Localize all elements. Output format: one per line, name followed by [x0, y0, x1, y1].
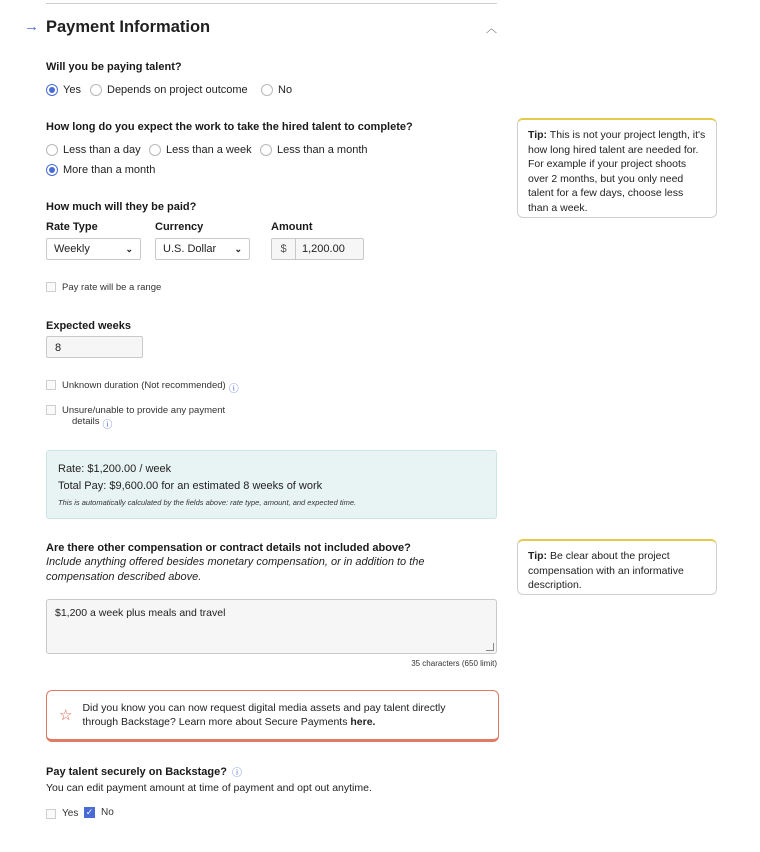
currency-label: Currency [155, 221, 204, 233]
duration-more-option[interactable] [46, 164, 155, 176]
paying-question: Will you be paying talent? [46, 61, 182, 73]
summary-total: Total Pay: $9,600.00 for an estimated 8 weeks of work [58, 480, 323, 492]
currency-value: U.S. Dollar [163, 243, 217, 255]
secure-subtext: You can edit payment amount at time of payment and opt out anytime. [46, 782, 372, 794]
secure-question: Pay talent securely on Backstage? [46, 765, 227, 778]
paying-yes-label: Yes [63, 84, 81, 96]
rate-type-label: Rate Type [46, 221, 98, 233]
other-comp-question: Are there other compensation or contract details not included above? [46, 542, 411, 554]
section-title: Payment Information [46, 18, 211, 36]
radio-depends[interactable] [90, 84, 102, 96]
duration-question: How long do you expect the work to take the hired talent to complete? [46, 121, 413, 133]
chevron-down-icon: ⌄ [125, 243, 133, 254]
paying-depends-label: Depends on project outcome [107, 84, 248, 96]
secure-yes-label: Yes [62, 808, 79, 819]
range-label: Pay rate will be a range [62, 282, 162, 293]
secure-yes-option[interactable] [46, 808, 78, 819]
tip-label: Tip: [528, 129, 548, 141]
char-count: 35 characters (650 limit) [411, 659, 497, 668]
unsure-checkbox[interactable] [46, 405, 56, 415]
section-divider [46, 3, 497, 4]
star-icon: ☆ [59, 707, 73, 724]
tip-text: This is not your project length, it's how long hired talent are needed for. For example if your project shoots over 2 months, but you only need talent for a few days, choose less than a week. [528, 129, 706, 214]
duration-tip [517, 118, 717, 218]
tip-text: Be clear about the project compensation with an informative description. [528, 550, 684, 591]
amount-label: Amount [271, 221, 313, 233]
comp-tip [517, 539, 717, 595]
weeks-input[interactable]: 8 [46, 336, 143, 358]
unsure-payment-checkbox[interactable] [46, 405, 225, 431]
secure-no-label: No [101, 807, 114, 818]
pay-summary [46, 450, 497, 519]
duration-month-label: Less than a month [277, 144, 368, 156]
duration-day-option[interactable] [46, 144, 141, 156]
promo-text: Did you know you can now request digital media assets and pay talent directly through Backstage? Learn more about Secure Payments [82, 702, 446, 728]
amount-input[interactable] [271, 238, 364, 260]
unknown-checkbox[interactable] [46, 380, 56, 390]
secure-no-checkbox[interactable]: ✓ [85, 807, 94, 817]
resize-handle[interactable] [486, 643, 494, 651]
info-icon[interactable]: ⓘ [102, 420, 113, 431]
radio-no[interactable] [261, 84, 273, 96]
radio-month[interactable] [260, 144, 272, 156]
duration-week-option[interactable] [149, 144, 252, 156]
summary-note: This is automatically calculated by the fields above: rate type, amount, and expected time. [58, 498, 357, 507]
radio-day[interactable] [46, 144, 58, 156]
secure-question-row [46, 764, 242, 779]
duration-month-option[interactable] [260, 144, 368, 156]
radio-week[interactable] [149, 144, 161, 156]
info-icon[interactable]: ⓘ [228, 384, 239, 395]
currency-symbol: $ [272, 239, 296, 259]
arrow-right-icon: → [24, 18, 39, 35]
unsure-label-1: Unsure/unable to provide any payment [62, 405, 226, 416]
amount-value: 1,200.00 [302, 243, 345, 255]
duration-week-label: Less than a week [166, 144, 252, 156]
paying-yes-option[interactable] [46, 84, 81, 96]
rate-type-select[interactable] [46, 238, 141, 260]
other-comp-textarea[interactable] [46, 599, 497, 654]
paying-no-option[interactable] [261, 84, 292, 96]
radio-more[interactable] [46, 164, 58, 176]
chevron-up-icon[interactable]: ︿ [486, 23, 497, 35]
weeks-label: Expected weeks [46, 320, 131, 332]
secure-no-option[interactable] [84, 807, 114, 818]
other-comp-hint: Include anything offered besides monetary compensation, or in addition to the compensation described above. [46, 556, 425, 583]
paying-depends-option[interactable] [90, 84, 248, 96]
currency-select[interactable] [155, 238, 250, 260]
duration-day-label: Less than a day [63, 144, 141, 156]
info-icon[interactable]: ⓘ [231, 768, 242, 779]
duration-more-label: More than a month [63, 164, 156, 176]
unknown-duration-checkbox[interactable] [46, 380, 239, 395]
range-checkbox[interactable] [46, 282, 56, 292]
promo-link[interactable]: here. [350, 716, 376, 728]
radio-yes[interactable] [46, 84, 58, 96]
unsure-label-2: details [72, 416, 100, 427]
summary-rate: Rate: $1,200.00 / week [58, 463, 172, 475]
secure-yes-checkbox[interactable] [46, 809, 56, 819]
tip-label: Tip: [528, 550, 548, 562]
secure-payments-promo [46, 690, 499, 742]
chevron-down-icon: ⌄ [234, 243, 242, 254]
other-comp-value: $1,200 a week plus meals and travel [55, 607, 226, 619]
unknown-label: Unknown duration (Not recommended) [62, 380, 226, 391]
rate-type-value: Weekly [54, 243, 90, 255]
paying-no-label: No [278, 84, 293, 96]
pay-question: How much will they be paid? [46, 201, 197, 213]
promo-text-wrap [82, 701, 477, 729]
pay-range-checkbox[interactable] [46, 282, 161, 293]
